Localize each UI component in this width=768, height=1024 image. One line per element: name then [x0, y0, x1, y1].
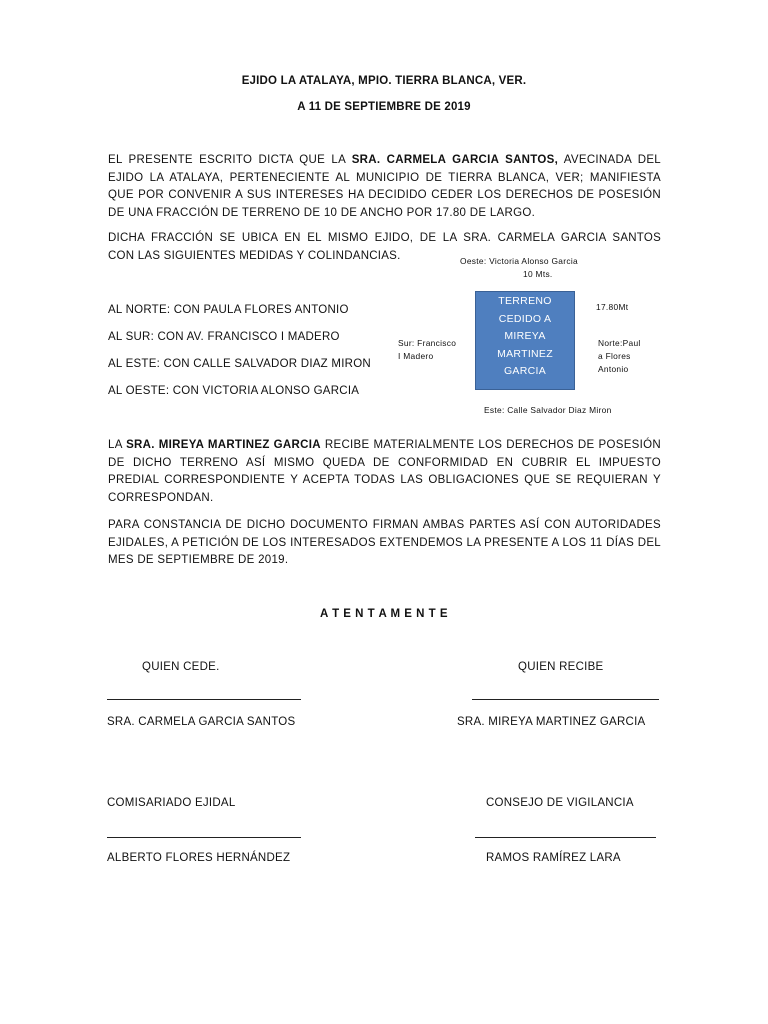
paragraph-cession-pre: EL PRESENTE ESCRITO DICTA QUE LA [108, 154, 352, 166]
giver-name-bold: SRA. CARMELA GARCIA SANTOS, [351, 154, 559, 166]
boundary-north: AL NORTE: CON PAULA FLORES ANTONIO [108, 304, 349, 316]
paragraph-reception [108, 437, 661, 507]
giver-signature-line [107, 699, 301, 700]
receiver-name: SRA. MIREYA MARTINEZ GARCIA [457, 716, 646, 728]
plot-box-line: TERRENO [498, 295, 552, 307]
paragraph-reception-post: RECIBE MATERIALMENTE LOS DERECHOS DE POSESIÓN DE DICHO TERRENO ASÍ MISMO QUEDA DE CONFORMIDAD EN CUBRIR EL IMPUESTO PREDIAL CORRESPONDIENTE Y ACEPTA TODAS LAS OBLIGACIONES QUE SE REQUIERAN Y CORRESPONDAN. [108, 439, 661, 504]
receiver-role: QUIEN RECIBE [518, 661, 604, 673]
sketch-south-label-2: I Madero [398, 351, 434, 361]
document-title: EJIDO LA ATALAYA, MPIO. TIERRA BLANCA, VER. [241, 75, 527, 87]
council-name: RAMOS RAMÍREZ LARA [486, 852, 621, 864]
sketch-north-label-3: Antonio [598, 364, 629, 374]
sketch-west-label: Oeste: Victoria Alonso Garcia [460, 256, 578, 266]
plot-box-line: MIREYA [504, 330, 546, 343]
commissariat-signature-line [107, 837, 301, 838]
document-date: A 11 DE SEPTIEMBRE DE 2019 [297, 101, 471, 113]
closing-atentamente: A T E N T A M E N T E [320, 608, 449, 620]
plot-box-line: MARTINEZ [497, 347, 553, 360]
paragraph-cession-post: AVECINADA DEL EJIDO LA ATALAYA, PERTENECIENTE AL MUNICIPIO DE TIERRA BLANCA, VER; MANIFIESTA QUE POR CONVENIR A SUS INTERESES HA DECIDIDO CEDER LOS DERECHOS DE POSESIÓN DE UNA FRACCIÓN DE TERRENO DE 10 DE ANCHO POR 17.80 DE LARGO. [108, 154, 661, 219]
receiver-name-bold: SRA. MIREYA MARTINEZ GARCIA [126, 439, 321, 451]
commissariat-role: COMISARIADO EJIDAL [107, 797, 236, 809]
council-signature-line [475, 837, 656, 838]
paragraph-location-line1: DICHA FRACCIÓN SE UBICA EN EL MISMO EJIDO, DE LA SRA. CARMELA GARCIA SANTOS [108, 232, 661, 244]
plot-box-line: GARCIA [503, 365, 547, 378]
commissariat-name: ALBERTO FLORES HERNÁNDEZ [107, 852, 291, 864]
sketch-length-measure: 17.80Mt [596, 302, 629, 312]
paragraph-location-line2: CON LAS SIGUIENTES MEDIDAS Y COLINDANCIAS. [108, 250, 401, 262]
council-role: CONSEJO DE VIGILANCIA [486, 797, 634, 809]
boundary-east: AL ESTE: CON CALLE SALVADOR DIAZ MIRON [108, 358, 371, 370]
sketch-south-label-1: Sur: Francisco [398, 338, 457, 348]
sketch-north-label-2: a Flores [598, 351, 631, 361]
sketch-width-measure: 10 Mts. [523, 269, 553, 279]
boundary-west: AL OESTE: CON VICTORIA ALONSO GARCIA [108, 385, 360, 397]
giver-role: QUIEN CEDE. [142, 661, 220, 673]
giver-name: SRA. CARMELA GARCIA SANTOS [107, 716, 296, 728]
receiver-signature-line [472, 699, 659, 700]
sketch-east-label: Este: Calle Salvador Diaz Miron [484, 405, 612, 415]
land-plot-box [475, 291, 575, 390]
paragraph-reception-pre: LA [108, 439, 127, 451]
paragraph-cession [108, 152, 661, 222]
sketch-north-label-1: Norte:Paul [598, 338, 641, 348]
boundary-south: AL SUR: CON AV. FRANCISCO I MADERO [108, 331, 340, 343]
paragraph-attestation: PARA CONSTANCIA DE DICHO DOCUMENTO FIRMAN AMBAS PARTES ASÍ CON AUTORIDADES EJIDALES, A PETICIÓN DE LOS INTERESADOS EXTENDEMOS LA PRESENTE A LOS 11 DÍAS DEL MES DE SEPTIEMBRE DE 2019. [108, 519, 661, 566]
plot-box-line: CEDIDO A [498, 312, 552, 325]
